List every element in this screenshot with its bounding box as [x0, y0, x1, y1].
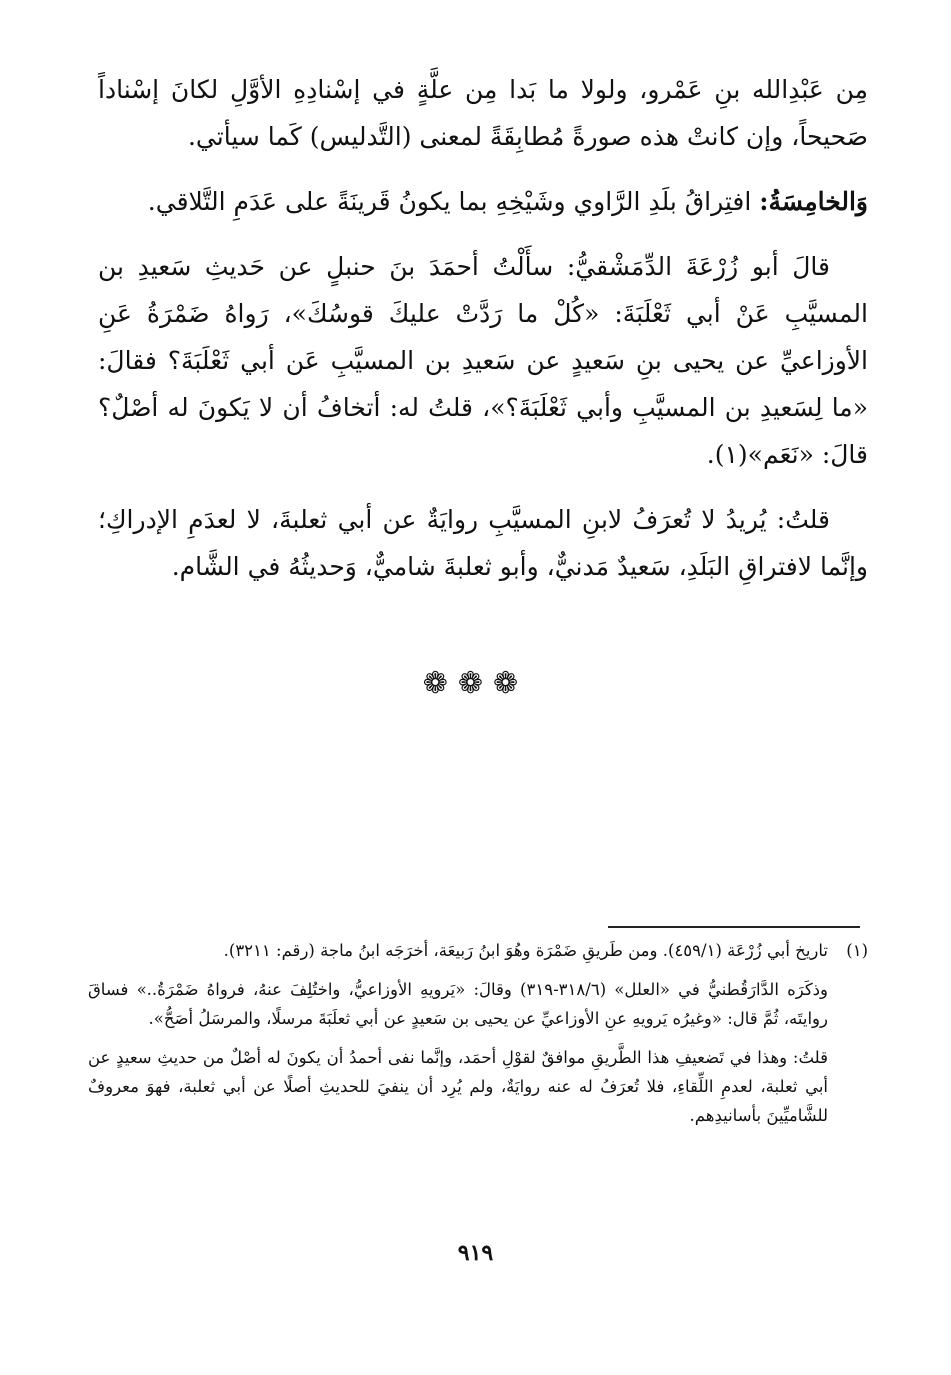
footnotes	[88, 936, 868, 1140]
paragraph-4: قلتُ: يُريدُ لا تُعرَفُ لابنِ المسيَّبِ روايَةٌ عن أبي ثعلبةَ، لا لعدَمِ الإدراكِ؛ وإنَّما لافتراقِ البَلَدِ، سَعيدٌ مَدنيٌّ، وأبو ثعلبةَ شاميٌّ، وَحديثُهُ في الشَّام.	[98, 505, 868, 581]
paragraph-2	[98, 178, 868, 225]
section-lead-word: وَالخامِسَةُ:	[759, 187, 868, 216]
footnote-separator-line	[608, 926, 860, 928]
footnote-1	[88, 936, 868, 965]
section-divider-ornament: ❁❁❁	[422, 666, 529, 701]
footnote-1-continuation-1: وذكَرَه الدَّارَقُطنيُّ في «العلل» (٣١٨/٦-٣١٩) وقالَ: «يَرويهِ الأوزاعيُّ، واختُلِفَ عنهُ، فرواهُ ضَمْرَةُ..» فساقَ روايتَه، ثُمَّ قال: «وغيرُه يَرويهِ عنِ الأوزاعيِّ عن يحيى بن سَعيدٍ عن أبي ثعلَبَةَ مرسلًا، والمرسَلُ أصَحُّ».	[88, 980, 828, 1028]
page-number: ٩١٩	[457, 1240, 494, 1266]
footnote-1-text: تاريخ أبي زُرْعَة (٤٥٩/١). ومن طَريقِ ضَمْرَة وهُوَ ابنُ رَبيعَة، أخرَجَه ابنُ ماجة (رقم: ٣٢١١).	[223, 941, 828, 960]
footnote-1-continuation-2: قلتُ: وهذا في تَضعيفِ هذا الطَّريقِ موافقٌ لقوْلِ أحمَد، وإنَّما نفى أحمدُ أن يكونَ له أصْلٌ من حديثِ سعيدٍ عن أبي ثعلبة، لعدمِ اللِّقاءِ، فلا تُعرَفُ له عنه روايَةٌ، ولم يُرِد أن ينفيَ للحديثِ أصلًا عن أبي ثعلبة، فهوَ معروفٌ للشَّاميِّينَ بأسانيدِهم.	[88, 1048, 828, 1125]
paragraph-2-text: افتِراقُ بلَدِ الرَّاوي وشَيْخِهِ بما يكونُ قَرينَةً على عَدَمِ التَّلاقي.	[147, 187, 760, 216]
paragraph-1: مِن عَبْدِالله بنِ عَمْرو، ولولا ما بَدا مِن علَّةٍ في إسْنادِهِ الأوَّلِ لكانَ إسْناداً صَحيحاً، وإن كانتْ هذه صورةً مُطابِقَةً لمعنى (التَّدليس) كَما سيأتي.	[98, 75, 868, 151]
paragraph-3: قالَ أبو زُرْعَةَ الدِّمَشْقيُّ: سأَلْتُ أحمَدَ بنَ حنبلٍ عن حَديثِ سَعيدِ بن المسيَّبِ عَنْ أبي ثَعْلَبَةَ: «كُلْ ما رَدَّتْ عليكَ قوسُكَ»، رَواهُ ضَمْرَةُ عَنِ الأوزاعيِّ عن يحيى بنِ سَعيدٍ عن سَعيدِ بن المسيَّبِ عَن أبي ثَعْلَبَةَ؟ فقالَ: «ما لِسَعيدِ بن المسيَّبِ وأبي ثَعْلَبَةَ؟»، قلتُ له: أتخافُ أن لا يَكونَ له أصْلٌ؟ قالَ: «نَعَم»(١).	[98, 252, 868, 469]
main-text	[98, 66, 868, 608]
footnote-number: (١)	[846, 941, 868, 960]
